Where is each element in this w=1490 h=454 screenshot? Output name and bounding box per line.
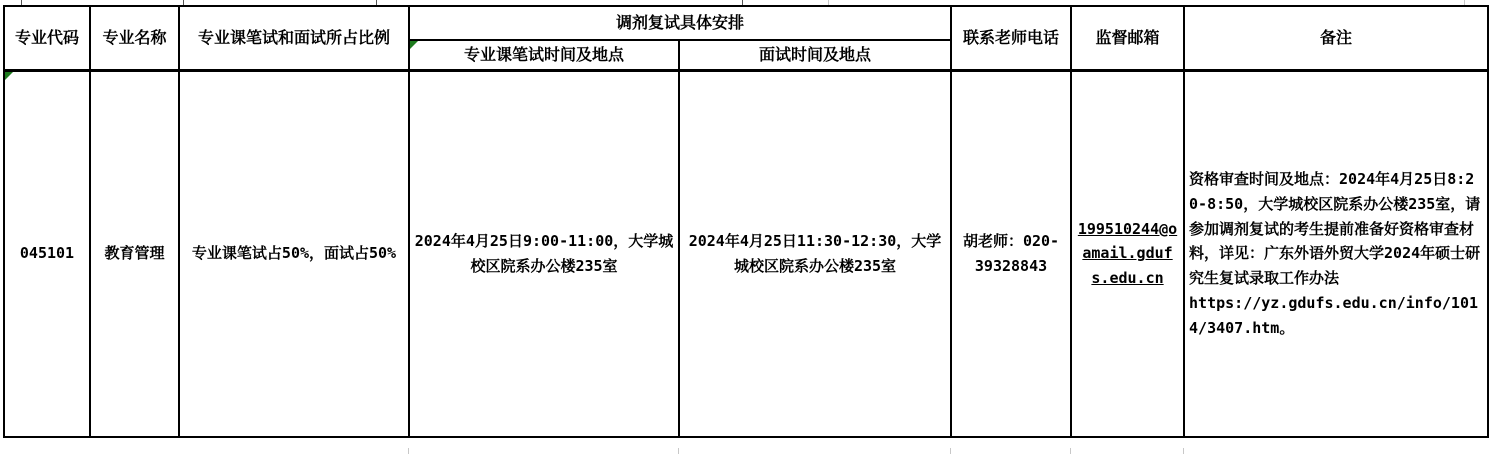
gridline: [950, 448, 951, 454]
header-major-name[interactable]: 专业名称: [90, 6, 179, 70]
recruitment-adjustment-table: [3, 5, 1489, 438]
header-contact-phone[interactable]: 联系老师电话: [951, 6, 1071, 70]
cell-major-code[interactable]: [4, 70, 90, 437]
cell-major-name[interactable]: 教育管理: [90, 70, 179, 437]
major-code-value: 045101: [19, 244, 75, 263]
header-supervision-email[interactable]: 监督邮箱: [1071, 6, 1184, 70]
header-written-exam[interactable]: [409, 40, 679, 70]
gridline: [1070, 448, 1071, 454]
header-interview[interactable]: 面试时间及地点: [679, 40, 951, 70]
remarks-url: https://yz.gdufs.edu.cn/info/1014/3407.htm。: [1189, 293, 1478, 337]
cell-interview[interactable]: 2024年4月25日11:30-12:30，大学城校区院系办公楼235室: [679, 70, 951, 437]
email-link[interactable]: 199510244@oamail.gdufs.edu.cn: [1077, 219, 1178, 288]
gridline: [408, 448, 409, 454]
header-major-code[interactable]: 专业代码: [4, 6, 90, 70]
header-group-arrangement[interactable]: 调剂复试具体安排: [409, 6, 951, 40]
gridline: [1183, 448, 1184, 454]
cell-exam-ratio[interactable]: 专业课笔试占50%，面试占50%: [179, 70, 409, 437]
table-row: [4, 70, 1488, 437]
cell-error-indicator: [5, 72, 13, 80]
cell-remarks[interactable]: [1184, 70, 1488, 437]
cell-written-exam[interactable]: 2024年4月25日9:00-11:00，大学城校区院系办公楼235室: [409, 70, 679, 437]
header-written-exam-label: 专业课笔试时间及地点: [463, 44, 624, 64]
cell-supervision-email[interactable]: [1071, 70, 1184, 437]
cell-error-indicator: [410, 41, 418, 49]
cell-contact-phone[interactable]: 胡老师：020-39328843: [951, 70, 1071, 437]
header-remarks[interactable]: 备注: [1184, 6, 1488, 70]
remarks-text: 资格审查时间及地点：2024年4月25日8:20-8:50，大学城校区院系办公楼235室，请参加调剂复试的考生提前准备好资格审查材料，详见：广东外语外贸大学2024年硕士研究生复试录取工作办法: [1189, 170, 1481, 288]
header-exam-ratio[interactable]: 专业课笔试和面试所占比例: [179, 6, 409, 70]
gridline: [678, 448, 679, 454]
